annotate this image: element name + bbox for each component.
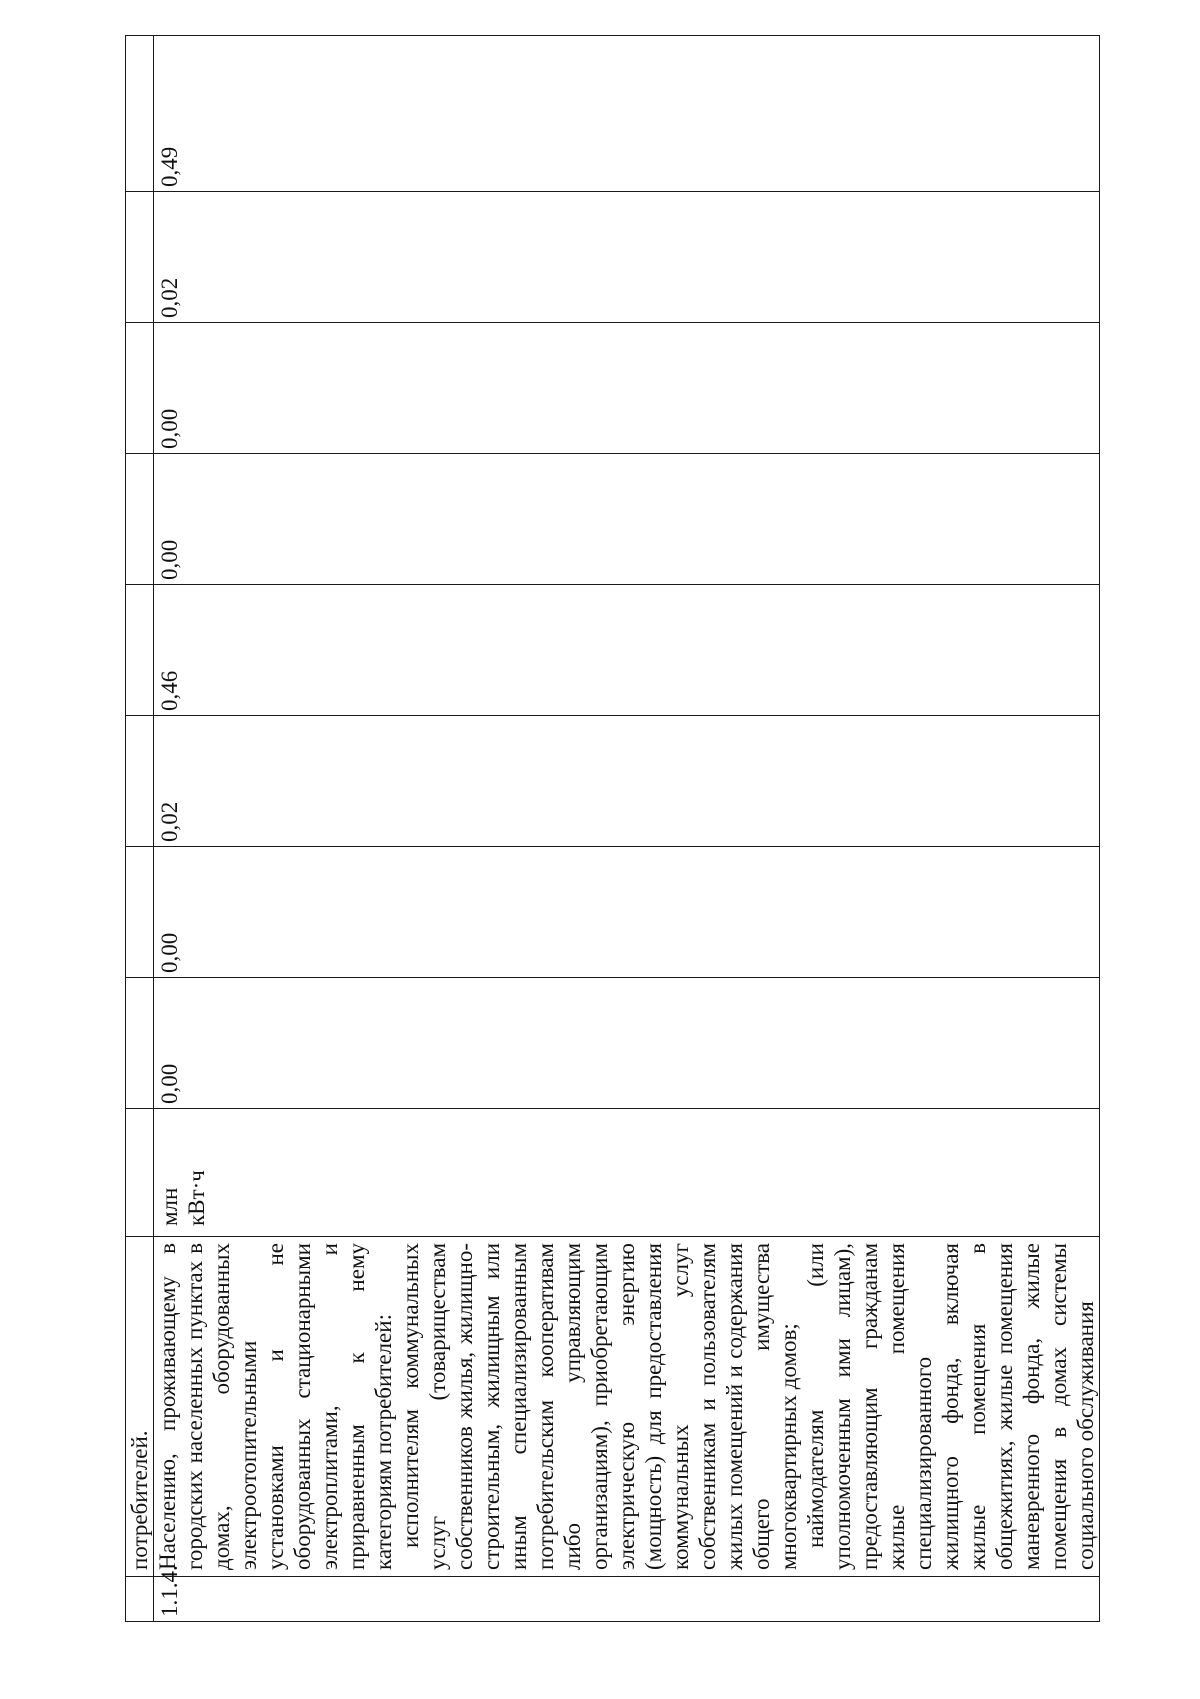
value-cell: 0,00 xyxy=(154,847,1100,978)
value-cell: 0,02 xyxy=(154,192,1100,323)
value-cell: 0,00 xyxy=(154,323,1100,454)
description-paragraph: Населению, проживающему в городских населенных пунктах в домах, оборудованных электроотопительными установками и не оборудованных стационарными электроплитами, и приравненным к нему категориям потребителей: xyxy=(155,1243,396,1570)
unit-line: млн xyxy=(157,1187,182,1226)
description-paragraph: исполнителям коммунальных услуг (товариществам собственников жилья, жилищно-строительным, жилищным или иным специализированным потребительским кооперативам либо управляющим организациям), приобретающим электрическую энергию (мощность) для предоставления коммунальных услуг собственникам и пользователям жилых помещений и содержания общего имущества многоквартирных домов; xyxy=(398,1243,801,1570)
unit-cell xyxy=(154,1109,1100,1237)
value-cell: 0,02 xyxy=(154,716,1100,847)
continuation-number-cell xyxy=(126,1577,154,1622)
value-cell: 0,46 xyxy=(154,585,1100,716)
continuation-text: потребителей. xyxy=(126,1237,154,1577)
row-description xyxy=(154,1237,1100,1577)
row-number: 1.1.4. xyxy=(154,1577,1100,1622)
value-cell: 0,00 xyxy=(154,978,1100,1109)
unit-line: кВт·ч xyxy=(184,1170,209,1226)
rotated-page xyxy=(125,76,1098,1622)
continuation-row xyxy=(126,36,154,1622)
table-row xyxy=(154,36,1100,1622)
value-cell: 0,00 xyxy=(154,454,1100,585)
value-cell: 0,49 xyxy=(154,36,1100,192)
tariff-table xyxy=(125,35,1100,1622)
description-paragraph: наймодателям (или уполномоченным ими лицам), предоставляющим гражданам жилые помещения специализированного жилищного фонда, включая жилые помещения в общежитиях, жилые помещения маневренного фонда, жилые помещения в домах системы социального обслуживания xyxy=(803,1243,1098,1570)
